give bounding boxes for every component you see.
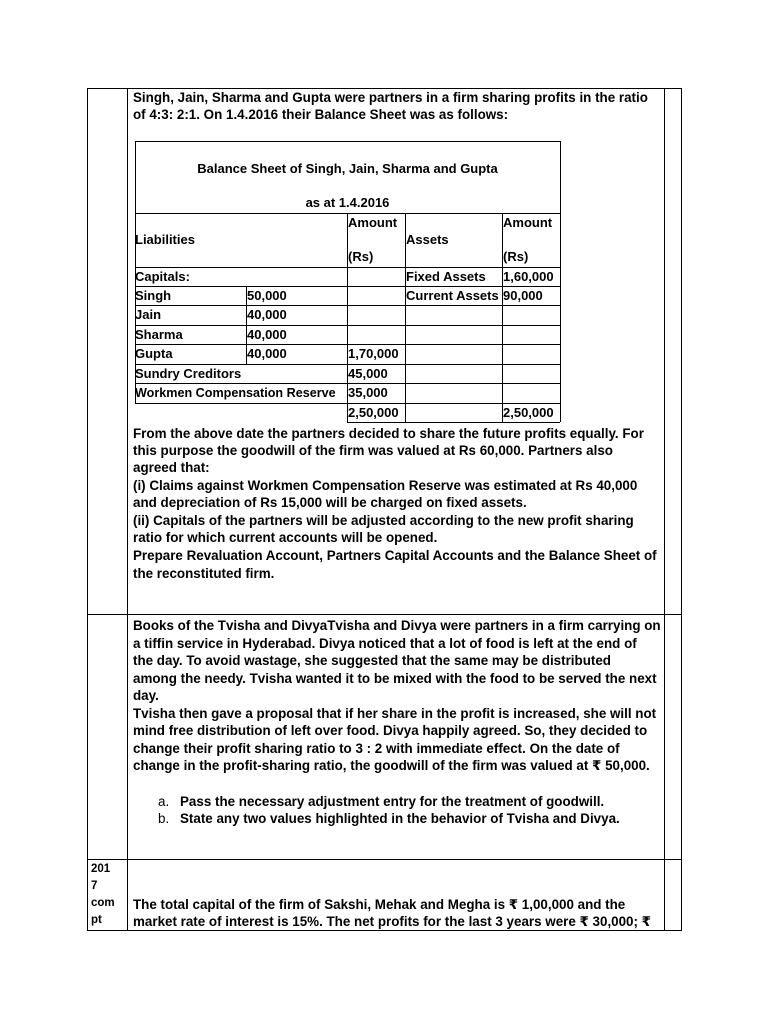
bs-cell-l1: Jain: [135, 307, 162, 322]
bs-cell-l2: 50,000: [247, 288, 287, 303]
q1-after-line-5: and depreciation of Rs 15,000 will be charged on fixed assets.: [133, 495, 527, 510]
bs-right-border: [560, 141, 561, 422]
q2-item-a-text: Pass the necessary adjustment entry for the treatment of goodwill.: [180, 794, 605, 809]
q1-after-line-4: (i) Claims against Workmen Compensation Reserve was estimated at Rs 40,000: [133, 478, 638, 493]
q1-intro-line-1: Singh, Jain, Sharma and Gupta were partners in a firm sharing profits in the ratio: [133, 90, 648, 105]
bs-header-liabilities: Liabilities: [135, 232, 195, 247]
bs-cell-asset-amount: 1,60,000: [503, 269, 554, 284]
col-line-left: [87, 88, 88, 931]
bs-title: Balance Sheet of Singh, Jain, Sharma and Gupta: [197, 161, 498, 176]
q1-after-line-3: agreed that:: [133, 460, 210, 475]
bs-cell-amount: 1,70,000: [348, 346, 399, 361]
q3-line-2: market rate of interest is 15%. The net profits for the last 3 years were ₹ 30,000; ₹: [133, 914, 652, 929]
bs-col-asset-amount: [502, 213, 503, 422]
q3-side-label-1: 201: [91, 863, 111, 875]
bs-header-rs-2: (Rs): [503, 249, 529, 264]
bs-total-liabilities: 2,50,000: [348, 405, 399, 420]
q2-line-6: Tvisha then gave a proposal that if her share in the profit is increased, she will not: [133, 706, 657, 721]
bs-cell-l2: 40,000: [247, 346, 287, 361]
q2-item-b-marker: b.: [158, 811, 170, 826]
q2-line-5: day.: [133, 688, 159, 703]
bs-cell-l1: Workmen Compensation Reserve: [135, 386, 336, 400]
q2-line-3: the day. To avoid wastage, she suggested that the same may be distributed: [133, 653, 611, 668]
bs-header-amount-1: Amount: [348, 215, 398, 230]
q2-item-a-marker: a.: [158, 794, 170, 809]
bs-cell-l1: Sharma: [135, 327, 183, 342]
bs-cell-amount: 35,000: [348, 385, 388, 400]
bs-cell-l1: Singh: [135, 288, 172, 303]
bs-cell-l2: 40,000: [247, 327, 287, 342]
q1-after-line-7: ratio for which current accounts will be opened.: [133, 530, 438, 545]
q2-line-9: change in the profit-sharing ratio, the goodwill of the firm was valued at ₹ 50,000.: [133, 758, 650, 773]
q2-line-8: change their profit sharing ratio to 3 : 2 with immediate effect. On the date of: [133, 741, 620, 756]
q1-after-line-9: the reconstituted firm.: [133, 566, 275, 581]
bs-header-rs-1: (Rs): [348, 249, 374, 264]
col-line-3: [664, 88, 665, 931]
bs-cell-amount: 45,000: [348, 366, 388, 381]
bs-cell-l2: 40,000: [247, 307, 287, 322]
bs-bottom-border: [347, 422, 560, 423]
bs-cell-l1: Gupta: [135, 346, 173, 361]
q3-side-label-4: pt: [91, 914, 102, 926]
q1-intro-line-2: of 4:3: 2:1. On 1.4.2016 their Balance Sheet was as follows:: [133, 107, 509, 122]
q2-line-7: mind free distribution of left over food. Divya happily agreed. So, they decided to: [133, 723, 648, 738]
q1-after-line-1: From the above date the partners decided to share the future profits equally. For: [133, 426, 644, 441]
bs-top-border: [135, 141, 560, 142]
bs-cell-asset: Current Assets: [406, 288, 499, 303]
bs-total-assets: 2,50,000: [503, 405, 554, 420]
bs-cell-l1: Sundry Creditors: [135, 366, 242, 381]
bs-cell-asset-amount: 90,000: [503, 288, 543, 303]
row-divider-1: [87, 614, 681, 615]
bs-cell-asset: Fixed Assets: [406, 269, 486, 284]
q1-after-line-6: (ii) Capitals of the partners will be adjusted according to the new profit sharing: [133, 513, 634, 528]
bs-header-amount-2: Amount: [503, 215, 553, 230]
q1-after-line-8: Prepare Revaluation Account, Partners Capital Accounts and the Balance Sheet of: [133, 548, 657, 563]
q2-line-1: Books of the Tvisha and DivyaTvisha and Divya were partners in a firm carrying on: [133, 618, 661, 633]
bs-cell-l1: Capitals:: [135, 269, 190, 284]
q2-item-b-text: State any two values highlighted in the behavior of Tvisha and Divya.: [180, 811, 620, 826]
bs-header-assets: Assets: [406, 232, 449, 247]
q3-side-label-2: 7: [91, 880, 98, 892]
bs-date: as at 1.4.2016: [305, 195, 390, 210]
col-line-2: [127, 88, 128, 931]
q1-after-line-2: this purpose the goodwill of the firm was valued at Rs 60,000. Partners also: [133, 443, 613, 458]
q2-line-2: a tiffin service in Hyderabad. Divya noticed that a lot of food is left at the end of: [133, 636, 637, 651]
q2-line-4: among the needy. Tvisha wanted it to be mixed with the food to be served the next: [133, 671, 657, 686]
q3-side-label-3: com: [91, 897, 115, 909]
row-divider-2: [87, 859, 681, 860]
q3-line-1: The total capital of the firm of Sakshi, Mehak and Megha is ₹ 1,00,000 and the: [133, 897, 626, 912]
col-line-right: [681, 88, 682, 931]
